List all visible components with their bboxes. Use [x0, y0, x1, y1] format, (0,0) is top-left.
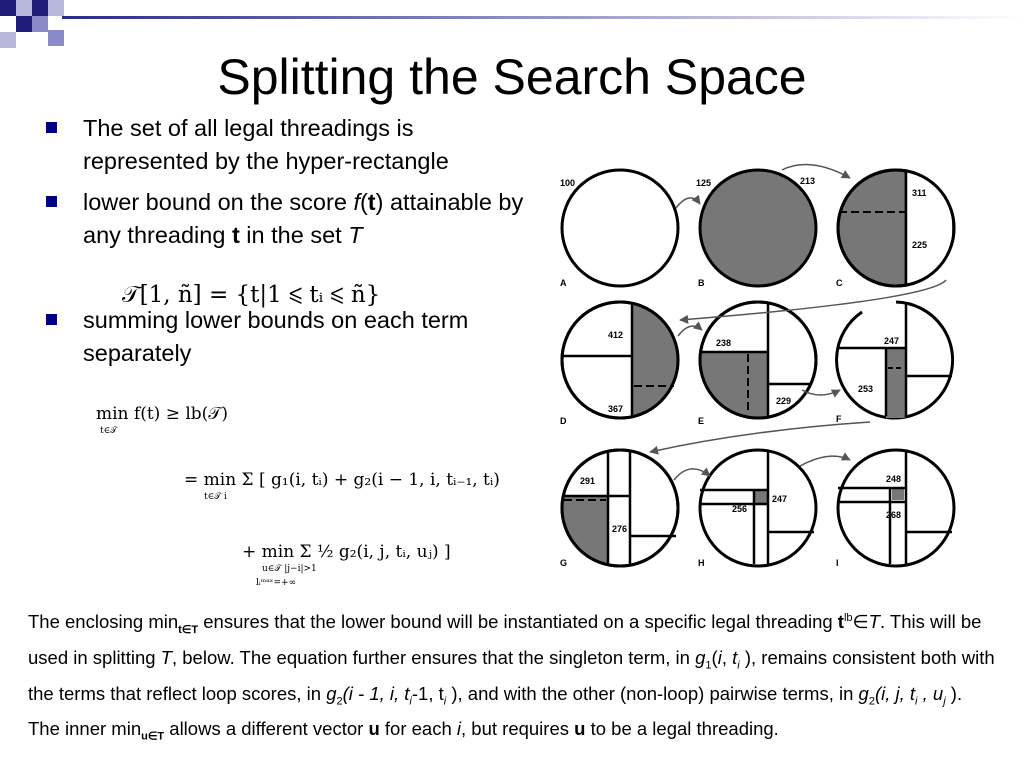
arrow-A-B: [676, 198, 700, 208]
f-symbol: f: [353, 189, 360, 215]
diagram-value: 213: [800, 176, 816, 186]
diagram-value: 229: [776, 396, 792, 406]
formula-subscript: u∈𝒯 |j−i|>1: [262, 564, 317, 574]
circle-B: [700, 170, 816, 286]
caption-text: (: [711, 646, 718, 668]
caption-text: ), remains consistent both with the terms that reflect loop scores, in: [28, 646, 995, 704]
caption-italic: (i - 1, i, t: [342, 682, 410, 704]
t-symbol: t: [231, 222, 240, 248]
caption-text: The enclosing min: [28, 611, 179, 633]
caption-italic: (i, j, t: [874, 682, 916, 704]
diagram-value: 311: [912, 188, 927, 198]
caption-text: ). The inner min: [28, 682, 963, 740]
circle-H: [700, 450, 816, 566]
caption-subscript: u∈T: [141, 730, 165, 743]
formula-subscript: t∈𝒯 i: [204, 492, 227, 502]
caption-italic: g: [858, 682, 869, 704]
diagram-value: 256: [732, 504, 748, 514]
bullet-text: summing lower bounds on each term separately: [83, 307, 469, 366]
formula-subscript: t∈𝒯: [100, 426, 118, 436]
caption-subscript: t∈T: [178, 623, 199, 636]
caption-subscript: 2: [336, 695, 343, 708]
formula-line: = min Σ [ g₁(i, tᵢ) + g₂(i − 1, i, tᵢ₋₁, tᵢ): [184, 470, 500, 490]
diagram-value: 268: [886, 510, 902, 520]
caption-bold: u: [574, 718, 586, 740]
diagram-value: 276: [612, 524, 628, 534]
caption-subscript: 2: [868, 695, 875, 708]
arrow-H-I: [800, 456, 850, 466]
caption-text: ensures that the lower bound will be instantiated on a specific legal threading: [198, 611, 838, 633]
bullet-text: attainable by any threading: [83, 189, 524, 248]
formula-subscript: lᵢᵐᵃˣ=+∞: [256, 578, 297, 588]
caption-subscript: i: [737, 659, 740, 672]
bullet-text: in the set: [239, 222, 349, 248]
t-symbol: t: [367, 189, 376, 215]
bullet-item: [44, 112, 534, 178]
diagram-value: 225: [912, 240, 928, 250]
caption-italic: i: [717, 646, 722, 668]
diagram-value: 238: [716, 338, 732, 348]
diagram-value: 247: [772, 494, 788, 504]
caption-bold: t: [837, 611, 844, 633]
arrow-F-G: [650, 422, 870, 452]
arrow-D-E: [678, 326, 702, 336]
caption-text: allows a different vector: [164, 718, 369, 740]
set-symbol: T: [348, 222, 363, 248]
circle-F: [837, 302, 953, 418]
caption-text: , but requires: [461, 718, 575, 740]
caption-text: ,: [721, 646, 733, 668]
caption-italic: i: [456, 718, 462, 740]
arrow-B-C: [782, 165, 850, 178]
caption-italic: , u: [917, 682, 944, 704]
caption-subscript: 1: [705, 659, 712, 672]
circle-D: [562, 302, 679, 418]
bullet-item: lower bound on the score f(t) attainable by any threading t in the set T: [44, 186, 534, 252]
diagram-label: C: [836, 278, 843, 288]
bullet-marker: [46, 314, 57, 325]
circle-A: [562, 170, 678, 286]
bullet-marker: [46, 196, 57, 207]
caption-subscript: i: [409, 695, 412, 708]
diagram-label: A: [560, 278, 567, 288]
caption-italic: T: [160, 646, 172, 668]
diagram-value: 100: [560, 178, 576, 188]
caption-text: ∈: [852, 611, 869, 633]
caption-paragraph: [28, 605, 998, 751]
bullet-item: [44, 304, 534, 370]
diagram-label: D: [560, 416, 567, 426]
bullet-text: lower bound on the score: [83, 189, 354, 215]
formula-line: + min Σ ½ g₂(i, j, tᵢ, uⱼ) ]: [242, 542, 451, 562]
caption-italic: T: [868, 611, 880, 633]
caption-text: ), and with the other (non-loop) pairwise terms, in: [446, 682, 859, 704]
lower-bound-formula: [96, 404, 500, 604]
caption-bold: u: [368, 718, 380, 740]
caption-text: -1, t: [411, 682, 444, 704]
caption-text: for each: [379, 718, 457, 740]
diagram-label: B: [698, 278, 705, 288]
diagram-value: 125: [696, 178, 712, 188]
slide-title: Splitting the Search Space: [217, 49, 807, 105]
search-space-diagram: [550, 160, 962, 580]
diagram-value: 248: [886, 474, 902, 484]
diagram-value: 253: [858, 384, 874, 394]
diagram-label: I: [836, 558, 839, 568]
diagram-label: E: [698, 416, 705, 426]
arrow-G-H: [674, 469, 710, 480]
caption-text: , below. The equation further ensures that the singleton term, in: [171, 646, 696, 668]
diagram-label: G: [560, 558, 568, 568]
formula-line: min f(t) ≥ lb(𝒯): [96, 404, 228, 424]
caption-subscript: i: [915, 695, 918, 708]
caption-text: . This will be used in splitting: [28, 611, 982, 668]
hyper-rectangle-formula: 𝒯[1, ñ] = {t|1 ⩽ tᵢ ⩽ ñ}: [122, 282, 381, 308]
diagram-label: H: [698, 558, 705, 568]
circle-I: [838, 450, 954, 566]
circle-E: [700, 302, 816, 418]
diagram-label: F: [836, 414, 842, 424]
caption-subscript: i: [443, 695, 447, 708]
caption-subscript: j: [943, 695, 946, 708]
bullet-text: The set of all legal threadings is represented by the hyper-rectangle: [83, 115, 449, 174]
caption-italic: g: [695, 646, 706, 668]
diagram-value: 367: [608, 404, 624, 414]
caption-italic: g: [326, 682, 337, 704]
circle-C: [838, 170, 954, 286]
circle-G: [562, 450, 678, 566]
diagram-value: 291: [580, 476, 596, 486]
caption-superscript: lb: [843, 612, 853, 624]
bullet-list: [44, 112, 534, 370]
bullet-marker: [46, 122, 57, 133]
caption-text: to be a legal threading.: [585, 718, 779, 740]
diagram-value: 247: [884, 336, 900, 346]
caption-italic: t: [732, 646, 738, 668]
diagram-value: 412: [608, 330, 624, 340]
